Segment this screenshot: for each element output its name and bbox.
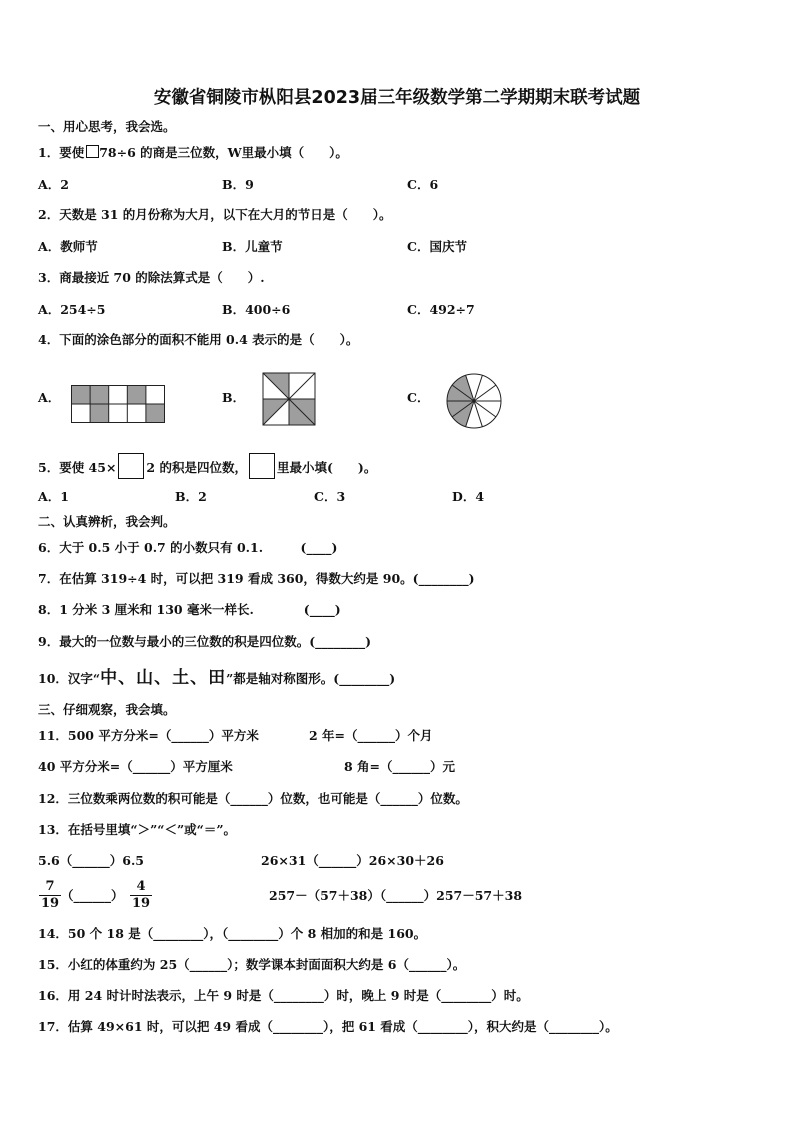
question-4: 4．下面的涂色部分的面积不能用 0.4 表示的是（ ）。 <box>38 332 359 347</box>
question-16: 16．用 24 时计时法表示，上午 9 时是（________）时，晚上 9 时是（________）时。 <box>38 988 529 1003</box>
q4-option-c: C． <box>407 390 430 405</box>
q13-row2-blank: （______） <box>61 888 124 903</box>
question-text-post: ”都是轴对称图形。(________) <box>226 671 396 686</box>
question-6: 6．大于 0.5 小于 0.7 的小数只有 0.1. (____) <box>38 540 338 555</box>
q5-option-b: B．2 <box>175 489 207 504</box>
grid-figure <box>71 385 166 423</box>
q2-option-c: C．国庆节 <box>407 239 467 254</box>
question-number: 1． <box>38 145 60 160</box>
question-14: 14．50 个 18 是（________），（________）个 8 相加的和是 160。 <box>38 926 427 941</box>
square-figure <box>262 372 316 426</box>
question-text-pre: 要使 <box>59 145 85 160</box>
q5-option-c: C．3 <box>314 489 346 504</box>
blank-box <box>86 145 99 158</box>
question-1 <box>38 145 348 161</box>
fraction-numerator: 4 <box>130 879 152 896</box>
question-13: 13．在括号里填“＞”“＜”或“＝”。 <box>38 822 237 837</box>
section-heading-1: 一、用心思考，我会选。 <box>38 119 176 134</box>
fraction-right <box>130 879 152 912</box>
q2-option-a: A．教师节 <box>38 239 98 254</box>
q4-option-b: B． <box>222 390 246 405</box>
q3-option-a: A．254÷5 <box>38 302 106 317</box>
q1-option-a: A．2 <box>38 177 69 192</box>
q5-option-a: A．1 <box>38 489 69 504</box>
question-text-mid: 2 的积是四位数， <box>146 460 247 475</box>
q2-option-b: B．儿童节 <box>222 239 283 254</box>
q1-option-b: B．9 <box>222 177 254 192</box>
fraction-denominator: 19 <box>41 896 60 911</box>
fraction-numerator: 7 <box>39 879 61 896</box>
circle-figure <box>446 373 502 429</box>
q3-option-b: B．400÷6 <box>222 302 291 317</box>
fraction-left <box>39 879 61 912</box>
q13-row2-right: 257－（57＋38）（______）257－57＋38 <box>269 888 523 903</box>
section-heading-2: 二、认真辨析，我会判。 <box>38 514 176 529</box>
question-10 <box>38 670 395 687</box>
symmetric-characters: 中、山、土、田 <box>100 668 227 688</box>
q4-option-a: A． <box>38 390 61 405</box>
q13-row1-left: 5.6（______）6.5 <box>38 853 144 868</box>
q13-row1-right: 26×31（______）26×30＋26 <box>261 853 444 868</box>
question-text-pre: 5．要使 45× <box>38 460 117 475</box>
question-2: 2．天数是 31 的月份称为大月，以下在大月的节日是（ ）。 <box>38 207 392 222</box>
fraction-denominator: 19 <box>132 896 151 911</box>
question-15: 15．小红的体重约为 25（______）；数学课本封面面积大约是 6（______）。 <box>38 957 466 972</box>
q11-right-2: 8 角=（______）元 <box>344 759 456 774</box>
blank-box <box>249 453 275 479</box>
question-text-post: 里最小填( )。 <box>276 460 377 475</box>
q11-right-1: 2 年=（______）个月 <box>309 728 433 743</box>
question-9: 9．最大的一位数与最小的三位数的积是四位数。(________) <box>38 634 372 649</box>
page-title: 安徽省铜陵市枞阳县2023届三年级数学第二学期期末联考试题 <box>153 88 641 108</box>
blank-box <box>118 453 144 479</box>
question-text-pre: 10．汉字“ <box>38 671 101 686</box>
question-5 <box>38 453 376 479</box>
q5-option-d: D．4 <box>452 489 485 504</box>
question-12: 12．三位数乘两位数的积可能是（______）位数，也可能是（______）位数。 <box>38 791 468 806</box>
q11-left-1: 11．500 平方分米=（______）平方米 <box>38 728 259 743</box>
question-text-post: 78÷6 的商是三位数，W里最小填（ ）。 <box>99 145 348 160</box>
question-7: 7．在估算 319÷4 时，可以把 319 看成 360，得数大约是 90。(________) <box>38 571 475 586</box>
question-8: 8．1 分米 3 厘米和 130 毫米一样长. (____) <box>38 602 341 617</box>
question-3: 3．商最接近 70 的除法算式是（ ）. <box>38 270 265 285</box>
q1-option-c: C．6 <box>407 177 439 192</box>
q3-option-c: C．492÷7 <box>407 302 475 317</box>
question-17: 17．估算 49×61 时，可以把 49 看成（________），把 61 看成（________），积大约是（________）。 <box>38 1019 618 1034</box>
section-heading-3: 三、仔细观察，我会填。 <box>38 702 176 717</box>
q11-left-2: 40 平方分米=（______）平方厘米 <box>38 759 233 774</box>
